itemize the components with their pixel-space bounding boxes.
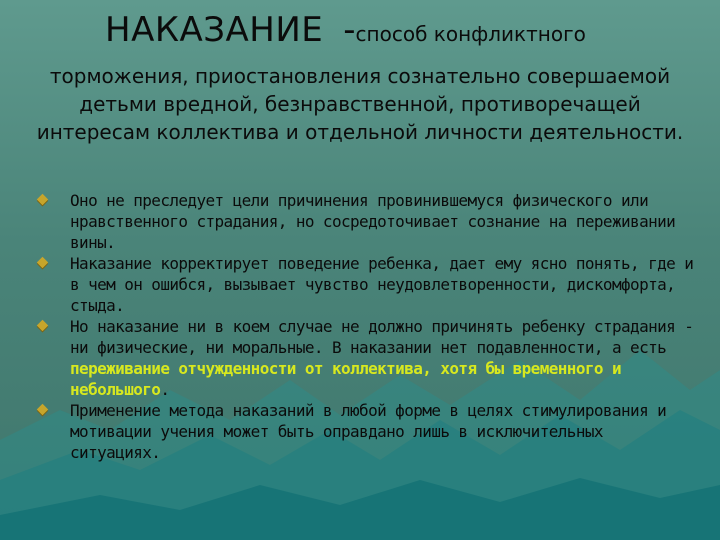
- diamond-bullet-icon: [37, 320, 48, 331]
- point-text: Но наказание ни в коем случае не должно причинять ребенку страдания - ни физические, ни моральные. В наказании нет подавленности, а есть: [70, 317, 694, 357]
- title-tail: способ конфликтного: [355, 22, 586, 46]
- title-main: НАКАЗАНИЕ: [105, 10, 324, 50]
- point-text-end: .: [160, 380, 170, 399]
- title-dash: -: [343, 10, 356, 50]
- highlighted-text: переживание отчужденности от коллектива, хотя бы временного и небольшого: [70, 359, 622, 399]
- list-item: [38, 190, 702, 253]
- diamond-bullet-icon: [37, 404, 48, 415]
- list-item: [38, 316, 702, 400]
- slide-title: [105, 10, 665, 50]
- bullet-list: [38, 190, 702, 463]
- list-item: [38, 400, 702, 463]
- diamond-bullet-icon: [37, 194, 48, 205]
- point-text: Наказание корректирует поведение ребенка, дает ему ясно понять, где и в чем он ошибся, вызывает чувство неудовлетворенности, дискомфорта, стыда.: [70, 254, 694, 315]
- point-text: Оно не преследует цели причинения провинившемуся физического или нравственного страдания, но сосредоточивает сознание на переживании вины.: [70, 191, 676, 252]
- point-text: Применение метода наказаний в любой форме в целях стимулирования и мотивации учения может быть оправдано лишь в исключительных ситуациях.: [70, 401, 667, 462]
- definition-text: торможения, приостановления сознательно совершаемой детьми вредной, безнравственной, противоречащей интересам коллектива и отдельной личности деятельности.: [36, 64, 684, 144]
- list-item: [38, 253, 702, 316]
- diamond-bullet-icon: [37, 257, 48, 268]
